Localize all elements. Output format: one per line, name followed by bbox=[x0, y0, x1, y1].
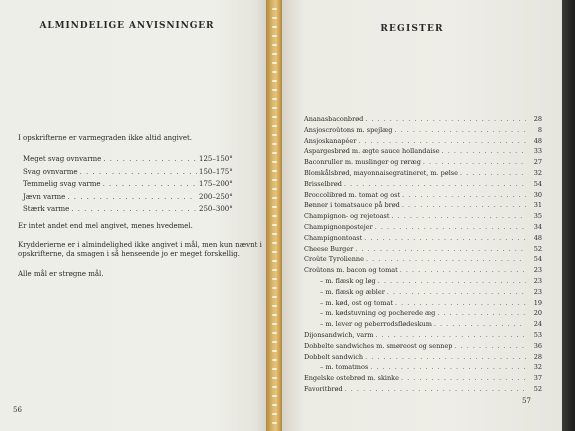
left-page-heading: ALMINDELIGE ANVISNINGER bbox=[39, 21, 215, 31]
register-entry bbox=[304, 157, 542, 168]
register-entry bbox=[304, 136, 542, 147]
register-entry-page: 28 bbox=[533, 115, 542, 123]
register-entry bbox=[304, 298, 542, 309]
register-entry-page: 35 bbox=[533, 212, 542, 221]
temperature-value: 200–250° bbox=[199, 192, 233, 201]
register-entry bbox=[304, 114, 542, 125]
dot-leader bbox=[434, 319, 526, 330]
binding-stitch bbox=[272, 179, 277, 181]
temperature-label: Jævn varme bbox=[23, 192, 66, 201]
intro-text: I opskrifterne er varmegraden ikke altid angivet. bbox=[18, 134, 192, 142]
register-entry-title: – m. tomatmos bbox=[320, 363, 369, 372]
dot-leader bbox=[375, 330, 526, 341]
binding-stitch bbox=[272, 305, 277, 307]
dot-leader bbox=[370, 362, 526, 373]
dot-leader bbox=[355, 244, 526, 255]
temperature-row bbox=[23, 153, 233, 166]
dot-leader bbox=[391, 211, 526, 222]
register-entry bbox=[304, 319, 542, 330]
register-heading: REGISTER bbox=[380, 24, 444, 34]
register-entry bbox=[304, 287, 542, 298]
binding-stitch bbox=[272, 80, 277, 82]
register-entry-page: 52 bbox=[533, 244, 542, 253]
register-entry-page: 34 bbox=[533, 222, 542, 231]
binding-stitch bbox=[272, 413, 277, 415]
register-entry bbox=[304, 233, 542, 244]
binding-stitch bbox=[272, 62, 277, 64]
right-page bbox=[282, 0, 562, 431]
binding-stitch bbox=[272, 422, 277, 424]
binding-stitch bbox=[272, 314, 277, 316]
register-entry-page: 19 bbox=[533, 298, 542, 307]
binding-stitch bbox=[272, 170, 277, 172]
temperature-list bbox=[23, 153, 233, 216]
register-entry-title: Dobbelte sandwiches m. smøreost og sennep bbox=[304, 341, 453, 350]
book-edge-shadow bbox=[562, 0, 575, 431]
register-entry bbox=[304, 168, 542, 179]
binding-stitch bbox=[272, 404, 277, 406]
register-entry-title: Dijonsandwich, varm bbox=[304, 330, 374, 339]
binding-stitch bbox=[272, 377, 277, 379]
register-entry bbox=[304, 341, 542, 352]
right-page-number: 57 bbox=[522, 397, 531, 405]
binding-stitch bbox=[272, 233, 277, 235]
register-entry-title: Champignontoast bbox=[304, 233, 363, 242]
register-entry bbox=[304, 384, 542, 395]
binding-stitch bbox=[272, 134, 277, 136]
dot-leader bbox=[365, 352, 526, 363]
flour-note: Er intet andet end mel angivet, menes hvedemel. bbox=[18, 222, 193, 230]
register-entry bbox=[304, 308, 542, 319]
dot-leader bbox=[394, 125, 526, 136]
register-entry-page: 28 bbox=[533, 352, 542, 361]
dot-leader bbox=[400, 265, 526, 276]
binding-stitch bbox=[272, 224, 277, 226]
temperature-row bbox=[23, 191, 233, 204]
binding-stitch bbox=[272, 359, 277, 361]
register-entry-title: Cheese Burger bbox=[304, 244, 354, 253]
dot-leader bbox=[80, 166, 197, 179]
binding-stitch bbox=[272, 8, 277, 10]
measures-note: Alle mål er strøgne mål. bbox=[18, 270, 104, 278]
register-entry-title: – m. flæsk og løg bbox=[320, 276, 376, 285]
register-entry-page: 54 bbox=[533, 255, 542, 264]
binding-stitch bbox=[272, 395, 277, 397]
register-entry-title: Champignonpostejer bbox=[304, 222, 373, 231]
binding-stitch bbox=[272, 53, 277, 55]
register-entry-page: 52 bbox=[533, 384, 542, 393]
binding-stitch bbox=[272, 296, 277, 298]
register-entry bbox=[304, 373, 542, 384]
dot-leader bbox=[402, 200, 526, 211]
register-entry-page: 36 bbox=[533, 341, 542, 350]
binding-stitch bbox=[272, 215, 277, 217]
temperature-value: 125–150° bbox=[199, 155, 233, 163]
left-page bbox=[0, 0, 270, 431]
register-entry-title: Aspargesbrød m. ægte sauce hollandaise bbox=[304, 147, 440, 156]
register-entry-page: 24 bbox=[533, 320, 542, 329]
binding-stitch bbox=[272, 269, 277, 271]
dot-leader bbox=[437, 308, 526, 319]
temperature-label: Svag ovnvarme bbox=[23, 167, 78, 176]
left-page-number: 56 bbox=[13, 406, 22, 414]
temperature-value: 150–175° bbox=[199, 167, 233, 176]
binding-stitch bbox=[272, 206, 277, 208]
binding-stitch bbox=[272, 44, 277, 46]
temperature-label: Meget svag ovnvarme bbox=[23, 155, 102, 163]
binding-stitch bbox=[272, 143, 277, 145]
binding-stitch bbox=[272, 125, 277, 127]
register-entry-page: 33 bbox=[533, 147, 542, 156]
dot-leader bbox=[402, 190, 526, 201]
register-entry-page: 8 bbox=[537, 125, 542, 134]
dot-leader bbox=[103, 178, 197, 191]
binding-stitch bbox=[272, 260, 277, 262]
binding-stitch bbox=[272, 26, 277, 28]
register-entry bbox=[304, 190, 542, 201]
binding-stitch bbox=[272, 386, 277, 388]
register-entry bbox=[304, 244, 542, 255]
register-entry-page: 31 bbox=[533, 201, 542, 210]
register-entry bbox=[304, 265, 542, 276]
dot-leader bbox=[365, 114, 526, 125]
register-entry-page: 37 bbox=[533, 374, 542, 383]
binding-stitch bbox=[272, 107, 277, 109]
binding-stitch bbox=[272, 332, 277, 334]
spices-note: Krydderierne er i almindelighed ikke angivet i mål, men kun nævnt i opskrifterne, da smagen i så henseende jo er meget forskellig. bbox=[18, 241, 262, 258]
dot-leader bbox=[442, 146, 526, 157]
register-entry-title: – m. kødstuvning og pocherede æg bbox=[320, 309, 436, 318]
binding-stitch bbox=[272, 17, 277, 19]
dot-leader bbox=[378, 276, 526, 287]
dot-leader bbox=[454, 341, 526, 352]
register-entry bbox=[304, 352, 542, 363]
register-entry-page: 48 bbox=[533, 136, 542, 145]
dot-leader bbox=[67, 191, 197, 204]
register-entry bbox=[304, 254, 542, 265]
binding-stitch bbox=[272, 251, 277, 253]
binding-stitch bbox=[272, 368, 277, 370]
dot-leader bbox=[358, 136, 526, 147]
register-entry-title: Favoritbrød bbox=[304, 384, 343, 393]
dot-leader bbox=[366, 254, 526, 265]
register-entry-title: – m. lever og peberrodsflødeskum bbox=[320, 320, 432, 329]
register-entry-title: – m. flæsk og æbler bbox=[320, 287, 385, 296]
register-entry-page: 54 bbox=[533, 179, 542, 188]
register-entry-page: 48 bbox=[533, 233, 542, 242]
register-entry bbox=[304, 211, 542, 222]
register-entry bbox=[304, 179, 542, 190]
register-entry-page: 23 bbox=[533, 287, 542, 296]
temperature-label: Stærk varme bbox=[23, 205, 70, 214]
temperature-label: Temmelig svag varme bbox=[23, 180, 101, 189]
binding-stitch bbox=[272, 116, 277, 118]
register-entry-title: Croûte Tyrolienne bbox=[304, 255, 364, 264]
binding-stitch bbox=[272, 278, 277, 280]
register-entry-page: 27 bbox=[533, 158, 542, 167]
dot-leader bbox=[345, 384, 526, 395]
register-entry-title: Ananasbaconbrød bbox=[304, 115, 364, 123]
register-entry-title: Bønner i tomatsauce på brød bbox=[304, 201, 400, 210]
dot-leader bbox=[71, 203, 197, 216]
register-entry-title: Blomkålsbrød, mayonnaisegratineret, m. pølse bbox=[304, 168, 458, 177]
register-entry-page: 20 bbox=[533, 309, 542, 318]
dot-leader bbox=[387, 287, 526, 298]
binding-stitch bbox=[272, 89, 277, 91]
dot-leader bbox=[344, 179, 526, 190]
register-entry-title: Champignon- og rejetoast bbox=[304, 212, 390, 221]
dot-leader bbox=[395, 298, 526, 309]
dot-leader bbox=[423, 157, 526, 168]
register-entry-page: 53 bbox=[533, 330, 542, 339]
binding-stitch bbox=[272, 242, 277, 244]
register-entry bbox=[304, 146, 542, 157]
temperature-row bbox=[23, 166, 233, 179]
dot-leader bbox=[460, 168, 526, 179]
binding-stitch bbox=[272, 197, 277, 199]
register-entry bbox=[304, 276, 542, 287]
temperature-value: 250–300° bbox=[199, 205, 233, 214]
register-entry bbox=[304, 222, 542, 233]
register-entry-title: Engelske ostebrød m. skinke bbox=[304, 374, 399, 383]
binding-stitch bbox=[272, 161, 277, 163]
dot-leader bbox=[375, 222, 526, 233]
dot-leader bbox=[103, 153, 197, 166]
register-entry bbox=[304, 125, 542, 136]
register-entry-title: – m. kød, ost og tomat bbox=[320, 298, 394, 307]
binding-stitch bbox=[272, 350, 277, 352]
binding-stitch bbox=[272, 98, 277, 100]
binding-stitch bbox=[272, 71, 277, 73]
register-index-list bbox=[304, 114, 542, 395]
dot-leader bbox=[401, 373, 526, 384]
register-entry-title: Dobbelt sandwich bbox=[304, 352, 364, 361]
register-entry-title: Broccolibrød m. tomat og ost bbox=[304, 190, 401, 199]
register-entry-title: Ansjoscroûtons m. spejlæg bbox=[304, 125, 393, 134]
binding-stitch bbox=[272, 35, 277, 37]
temperature-row bbox=[23, 178, 233, 191]
binding-stitch bbox=[272, 152, 277, 154]
register-entry-page: 32 bbox=[533, 168, 542, 177]
register-entry bbox=[304, 330, 542, 341]
register-entry-page: 32 bbox=[533, 363, 542, 372]
register-entry-title: Baconruller m. muslinger og røræg bbox=[304, 158, 421, 167]
binding-stitch bbox=[272, 323, 277, 325]
temperature-row bbox=[23, 203, 233, 216]
register-entry-title: Croûtons m. bacon og tomat bbox=[304, 266, 398, 275]
register-entry bbox=[304, 200, 542, 211]
register-entry-page: 23 bbox=[533, 276, 542, 285]
register-entry bbox=[304, 362, 542, 373]
binding-stitch bbox=[272, 341, 277, 343]
temperature-value: 175–200° bbox=[199, 180, 233, 189]
binding-stitch bbox=[272, 188, 277, 190]
binding-stitch bbox=[272, 287, 277, 289]
register-entry-page: 23 bbox=[533, 266, 542, 275]
register-entry-title: Ansjoskanapéer bbox=[304, 136, 357, 145]
dot-leader bbox=[364, 233, 526, 244]
register-entry-title: Brisselbrød bbox=[304, 179, 342, 188]
register-entry-page: 30 bbox=[533, 190, 542, 199]
